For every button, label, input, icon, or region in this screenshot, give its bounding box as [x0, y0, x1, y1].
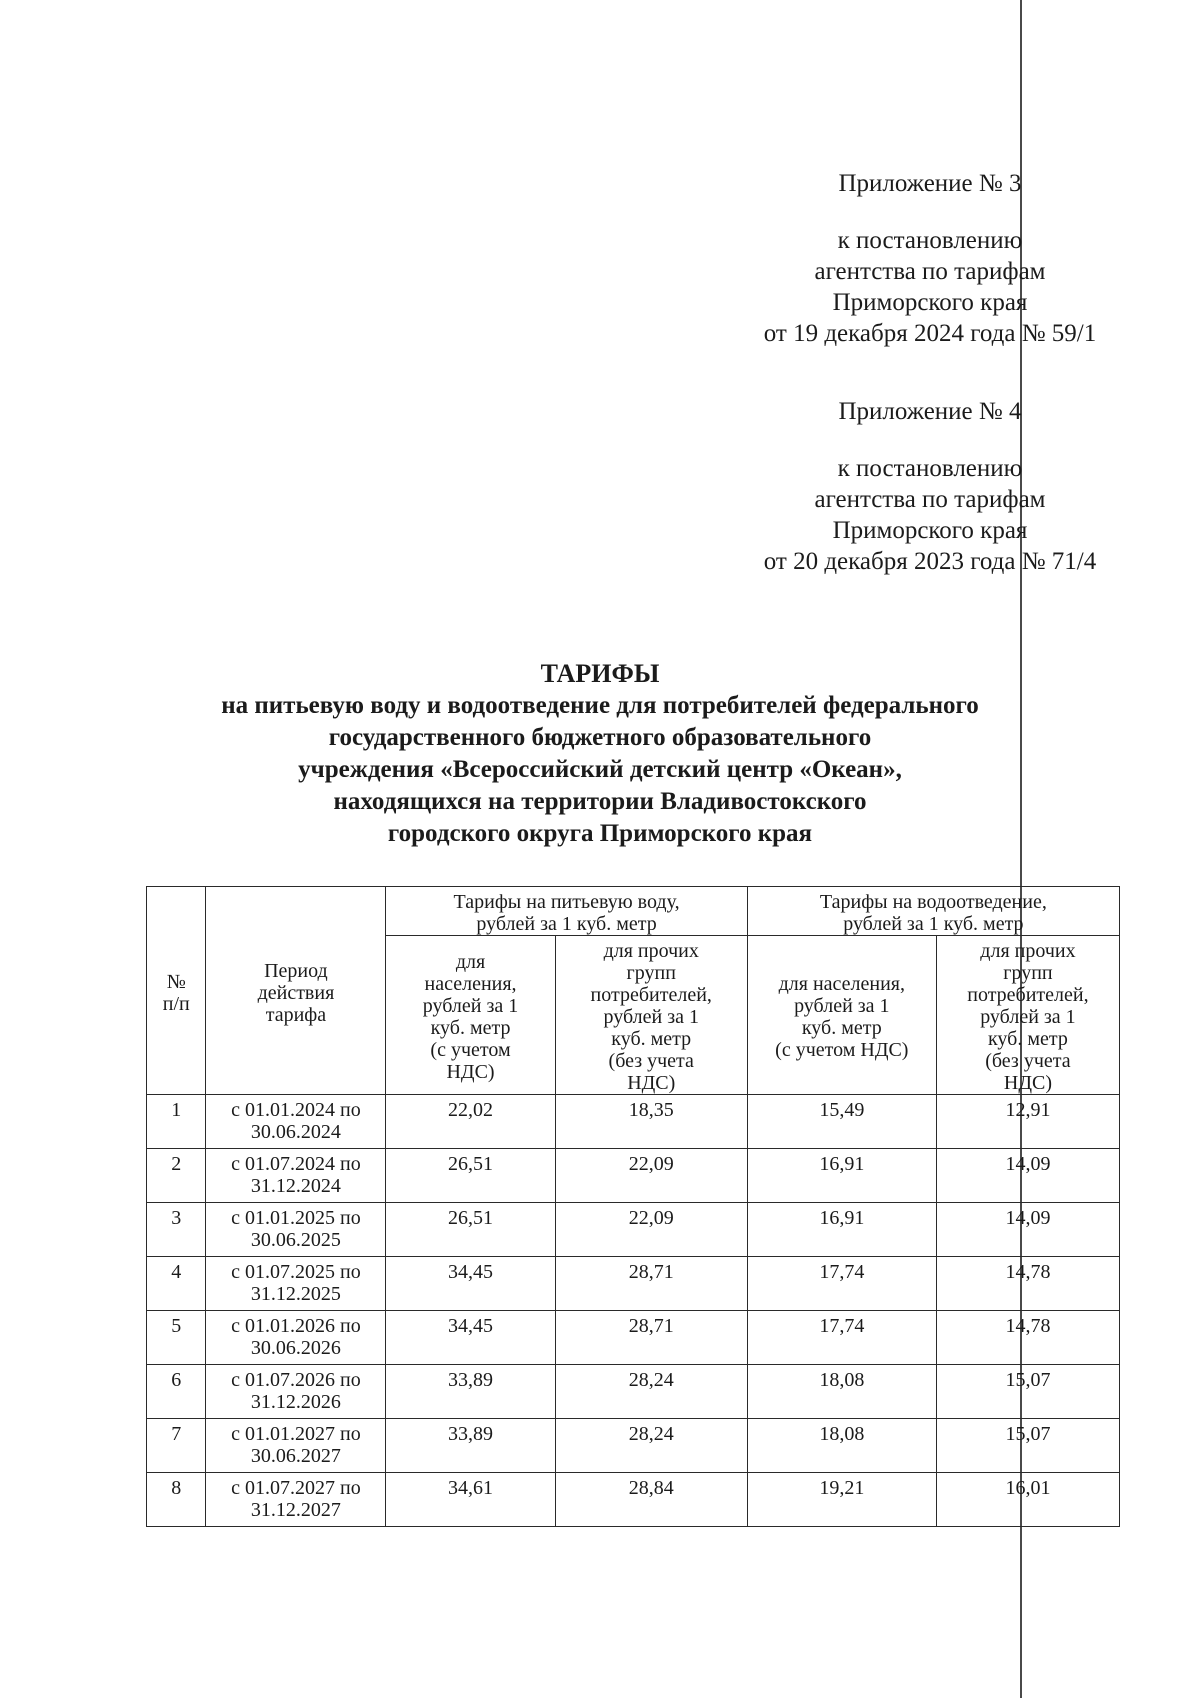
header-num: № п/п	[147, 887, 206, 1095]
title-main: ТАРИФЫ	[540, 659, 660, 688]
appendix-4-line: агентства по тарифам	[814, 486, 1046, 513]
appendix-3-line: Приморского края	[832, 289, 1028, 316]
title-line: находящихся на территории Владивостокского	[333, 788, 867, 815]
tariffs-table	[146, 886, 1120, 1527]
cell-water-population: 34,61	[386, 1473, 555, 1527]
appendix-4-line: к постановлению	[837, 455, 1023, 482]
cell-water-population: 26,51	[386, 1203, 555, 1257]
cell-drain-population: 19,21	[747, 1473, 936, 1527]
cell-water-population: 22,02	[386, 1095, 555, 1149]
table-body	[147, 1095, 1120, 1527]
cell-drain-population: 17,74	[747, 1311, 936, 1365]
cell-drain-other: 14,78	[936, 1311, 1119, 1365]
cell-water-other: 22,09	[555, 1149, 747, 1203]
cell-water-other: 28,84	[555, 1473, 747, 1527]
cell-drain-other: 14,09	[936, 1203, 1119, 1257]
cell-water-population: 33,89	[386, 1419, 555, 1473]
appendix-3-line: к постановлению	[837, 227, 1023, 254]
cell-drain-other: 16,01	[936, 1473, 1119, 1527]
title-line: на питьевую воду и водоотведение для потребителей федерального	[221, 692, 979, 719]
title-line: городского округа Приморского края	[387, 820, 813, 847]
cell-num: 2	[147, 1149, 206, 1203]
document-title	[150, 658, 1050, 850]
cell-water-population: 33,89	[386, 1365, 555, 1419]
cell-drain-other: 14,09	[936, 1149, 1119, 1203]
title-line: учреждения «Всероссийский детский центр «Океан»,	[298, 756, 902, 783]
appendix-3-block	[720, 168, 1140, 349]
header-period: Период действия тарифа	[206, 887, 386, 1095]
header-water-group: Тарифы на питьевую воду, рублей за 1 куб. метр	[386, 887, 747, 936]
cell-num: 8	[147, 1473, 206, 1527]
appendix-4-heading: Приложение № 4	[838, 398, 1022, 425]
cell-water-other: 22,09	[555, 1203, 747, 1257]
cell-water-other: 28,24	[555, 1419, 747, 1473]
cell-num: 5	[147, 1311, 206, 1365]
cell-period: с 01.01.2025 по 30.06.2025	[206, 1203, 386, 1257]
cell-period: с 01.07.2026 по 31.12.2026	[206, 1365, 386, 1419]
table-row	[147, 1419, 1120, 1473]
cell-drain-population: 17,74	[747, 1257, 936, 1311]
appendix-3-line: агентства по тарифам	[814, 258, 1046, 285]
cell-water-population: 34,45	[386, 1257, 555, 1311]
cell-water-other: 28,71	[555, 1257, 747, 1311]
cell-num: 3	[147, 1203, 206, 1257]
cell-drain-other: 14,78	[936, 1257, 1119, 1311]
header-drain-group: Тарифы на водоотведение, рублей за 1 куб. метр	[747, 887, 1119, 936]
cell-period: с 01.07.2025 по 31.12.2025	[206, 1257, 386, 1311]
table-row	[147, 1257, 1120, 1311]
appendix-4-line: Приморского края	[832, 517, 1028, 544]
appendix-4-block	[720, 396, 1140, 577]
cell-period: с 01.07.2027 по 31.12.2027	[206, 1473, 386, 1527]
title-line: государственного бюджетного образовательного	[328, 724, 872, 751]
cell-num: 7	[147, 1419, 206, 1473]
header-water-population: для населения, рублей за 1 куб. метр (с учетом НДС)	[386, 936, 555, 1095]
cell-num: 4	[147, 1257, 206, 1311]
cell-drain-other: 15,07	[936, 1365, 1119, 1419]
cell-drain-population: 16,91	[747, 1203, 936, 1257]
cell-drain-population: 15,49	[747, 1095, 936, 1149]
cell-period: с 01.01.2027 по 30.06.2027	[206, 1419, 386, 1473]
cell-drain-population: 16,91	[747, 1149, 936, 1203]
cell-period: с 01.01.2026 по 30.06.2026	[206, 1311, 386, 1365]
cell-period: с 01.07.2024 по 31.12.2024	[206, 1149, 386, 1203]
table-row	[147, 1473, 1120, 1527]
cell-water-other: 18,35	[555, 1095, 747, 1149]
table-row	[147, 1095, 1120, 1149]
cell-drain-population: 18,08	[747, 1419, 936, 1473]
cell-period: с 01.01.2024 по 30.06.2024	[206, 1095, 386, 1149]
table-row	[147, 1365, 1120, 1419]
table-row	[147, 1149, 1120, 1203]
cell-num: 1	[147, 1095, 206, 1149]
cell-water-population: 26,51	[386, 1149, 555, 1203]
table-row	[147, 1311, 1120, 1365]
cell-drain-other: 12,91	[936, 1095, 1119, 1149]
header-drain-population: для населения, рублей за 1 куб. метр (с учетом НДС)	[747, 936, 936, 1095]
cell-drain-other: 15,07	[936, 1419, 1119, 1473]
cell-water-other: 28,24	[555, 1365, 747, 1419]
cell-water-population: 34,45	[386, 1311, 555, 1365]
appendix-4-line: от 20 декабря 2023 года № 71/4	[763, 548, 1097, 575]
cell-num: 6	[147, 1365, 206, 1419]
header-drain-other: для прочих групп потребителей, рублей за 1 куб. метр (без учета НДС)	[936, 936, 1119, 1095]
cell-water-other: 28,71	[555, 1311, 747, 1365]
appendix-3-line: от 19 декабря 2024 года № 59/1	[763, 320, 1097, 347]
header-water-other: для прочих групп потребителей, рублей за 1 куб. метр (без учета НДС)	[555, 936, 747, 1095]
table-row	[147, 1203, 1120, 1257]
cell-drain-population: 18,08	[747, 1365, 936, 1419]
appendix-3-heading: Приложение № 3	[838, 170, 1022, 197]
